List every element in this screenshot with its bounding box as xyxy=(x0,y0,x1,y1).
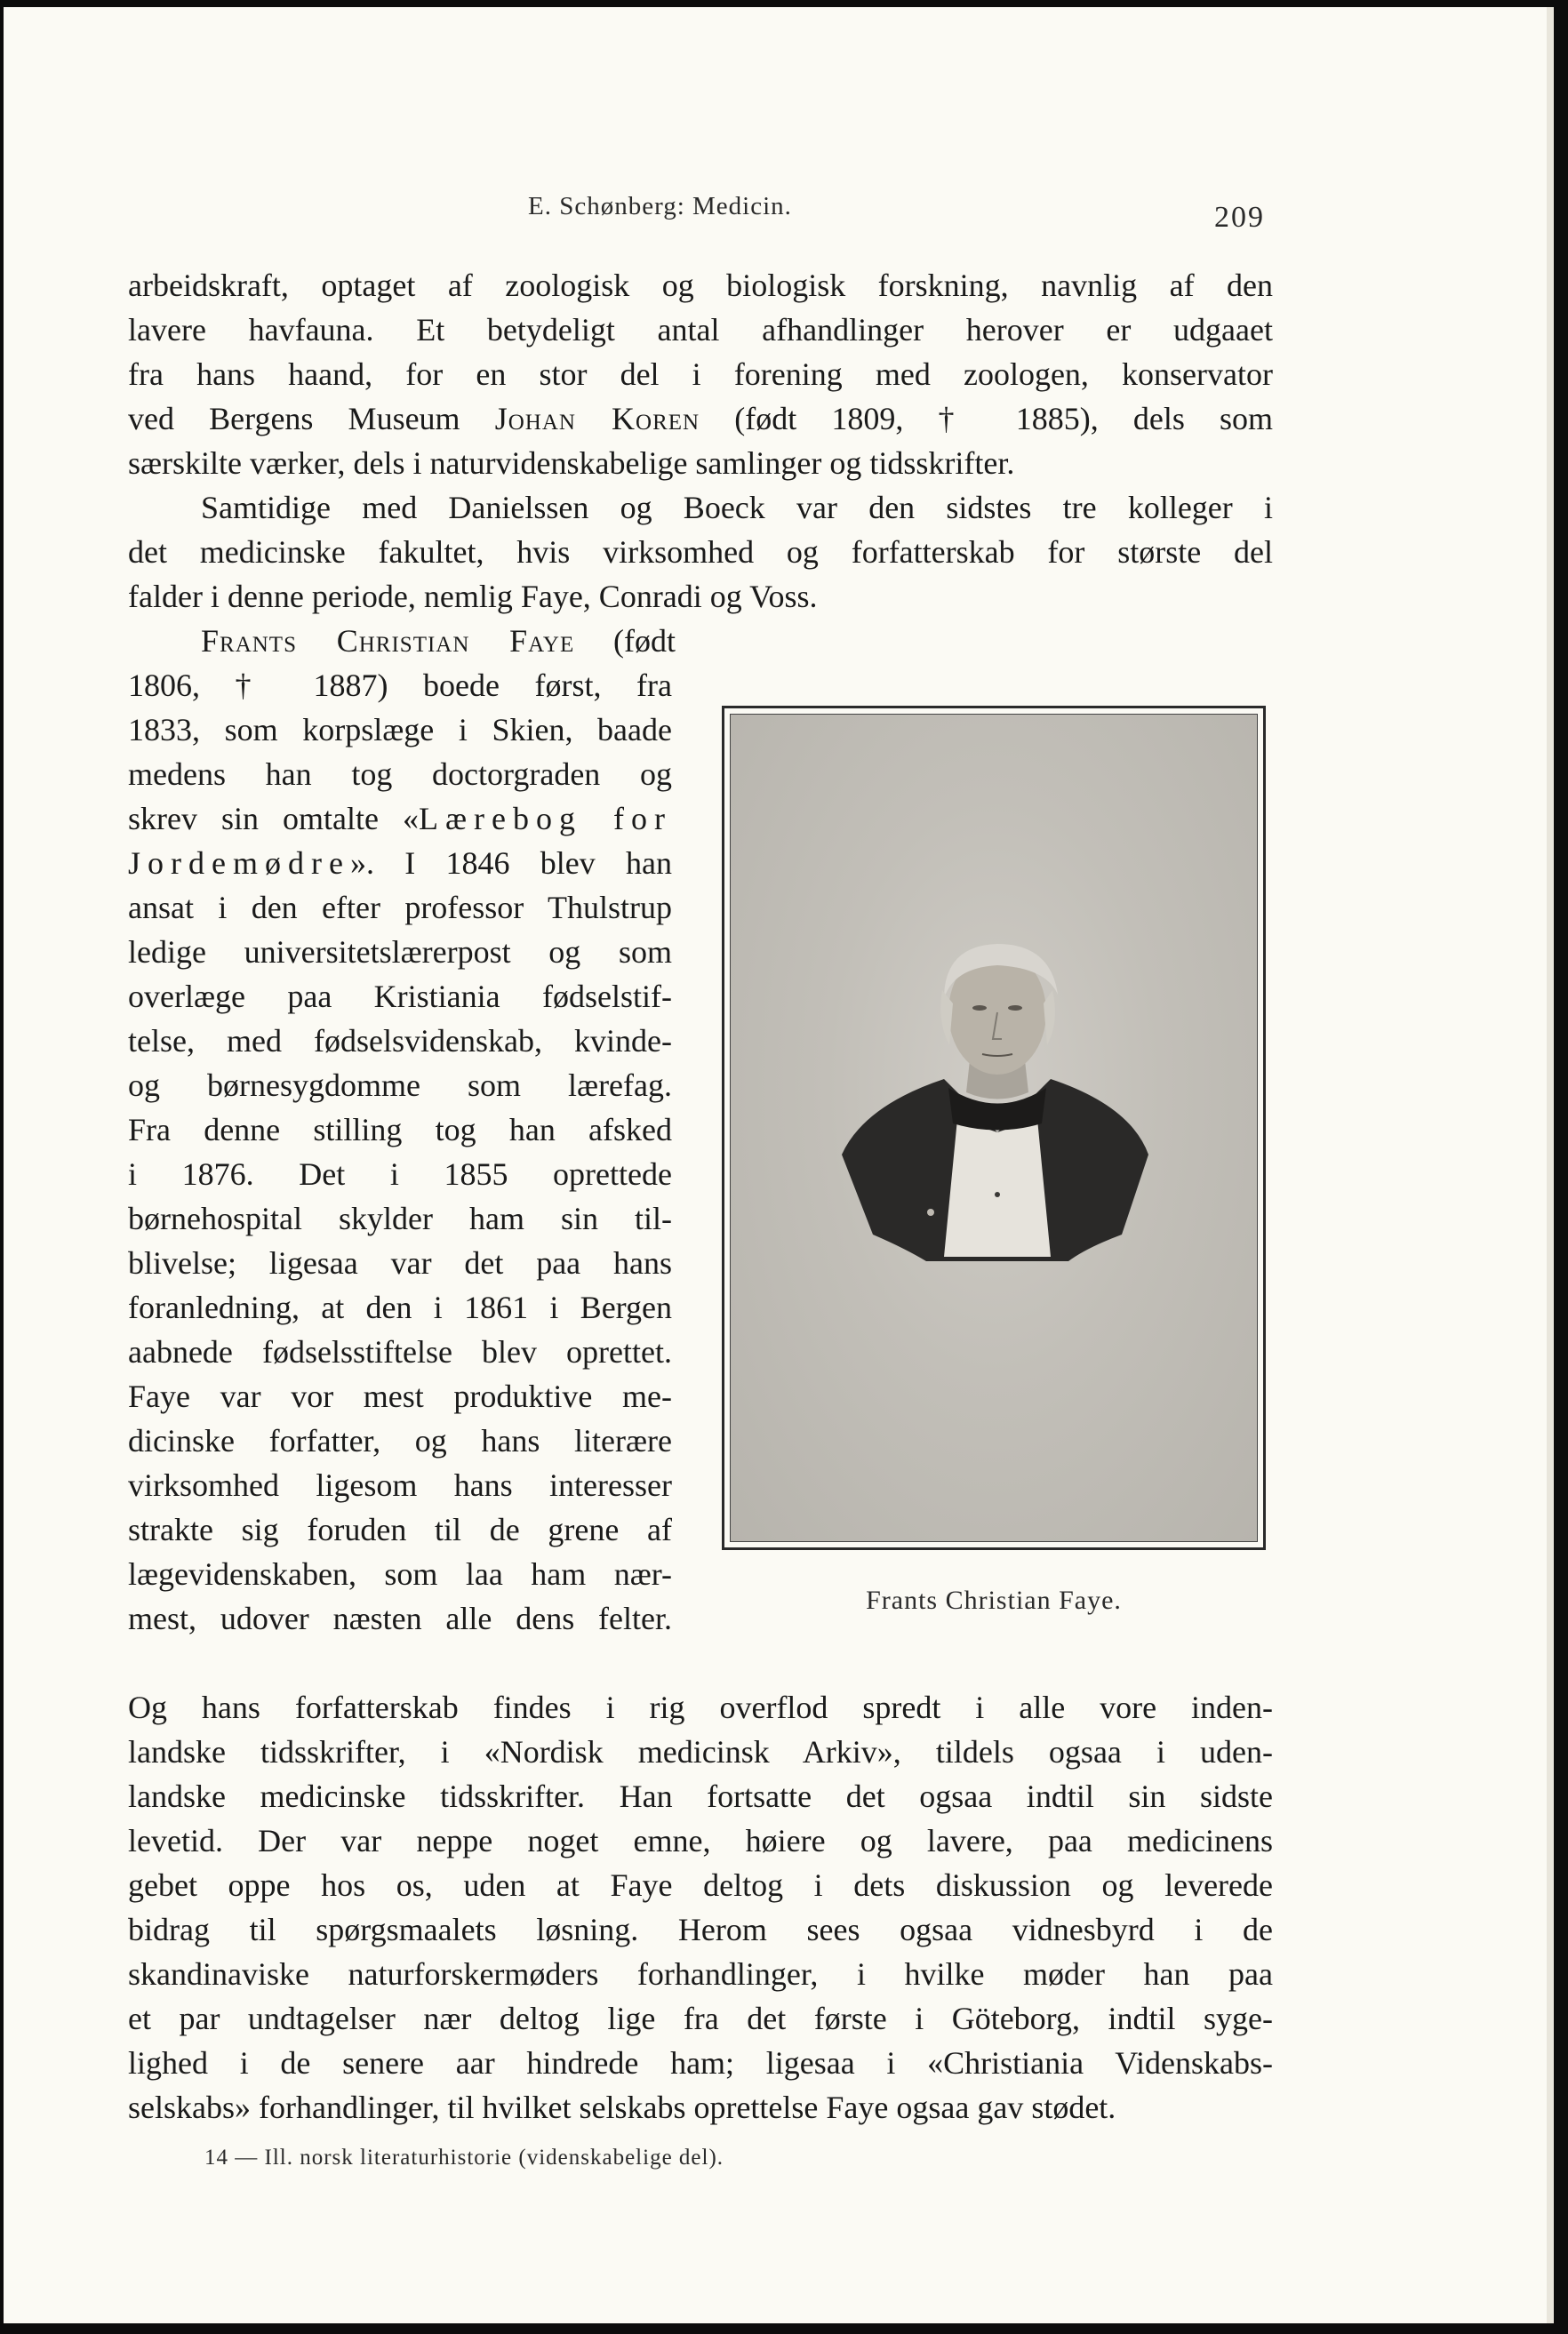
text-line: aabnede fødselsstiftelse blev oprettet. xyxy=(128,1334,672,1370)
text-line: lægevidenskaben, som laa ham nær- xyxy=(128,1556,672,1592)
text-line: Og hans forfatterskab findes i rig overflod spredt i alle vore inden- xyxy=(128,1690,1273,1725)
text-line: lavere havfauna. Et betydeligt antal afhandlinger herover er udgaaet xyxy=(128,312,1273,348)
text-line: og børnesygdomme som lærefag. xyxy=(128,1067,672,1103)
footer-signature: 14 — Ill. norsk literaturhistorie (videnskabelige del). xyxy=(204,2146,724,2170)
text-line: 1806, † 1887) boede først, fra xyxy=(128,667,672,703)
text-segment: ved Bergens Museum xyxy=(128,401,495,436)
book-page xyxy=(4,7,1554,2323)
text-line: særskilte værker, dels i naturvidenskabelige samlinger og tidsskrifter. xyxy=(128,445,1015,481)
text-line: skandinaviske naturforskermøders forhandlinger, i hvilke møder han paa xyxy=(128,1956,1273,1992)
text-line: mest, udover næsten alle dens felter. xyxy=(128,1601,672,1636)
text-line: fra hans haand, for en stor del i forening med zoologen, konservator xyxy=(128,356,1273,392)
text-segment: ». I 1846 blev han xyxy=(349,845,672,881)
text-line: gebet oppe hos os, uden at Faye deltog i dets diskussion og leverede xyxy=(128,1867,1273,1903)
text-line xyxy=(128,796,672,841)
person-name: Johan Koren xyxy=(494,401,700,436)
portrait-frame xyxy=(722,706,1266,1550)
text-line: det medicinske fakultet, hvis virksomhed og forfatterskab for største del xyxy=(128,534,1273,570)
portrait-photo xyxy=(730,714,1258,1542)
text-segment: skrev sin omtalte « xyxy=(128,801,420,836)
text-line xyxy=(128,396,1273,441)
text-line: Faye var vor mest produktive me- xyxy=(128,1379,672,1414)
text-line: Fra denne stilling tog han afsked xyxy=(128,1112,672,1147)
portrait-illustration xyxy=(731,715,1258,1542)
text-line: 1833, som korpslæge i Skien, baade xyxy=(128,712,672,747)
book-title: Lærebog for xyxy=(419,801,672,836)
text-line: arbeidskraft, optaget af zoologisk og biologisk forskning, navnlig af den xyxy=(128,268,1273,303)
text-line xyxy=(201,619,676,663)
text-line: foranledning, at den i 1861 i Bergen xyxy=(128,1290,672,1325)
text-line: børnehospital skylder ham sin til- xyxy=(128,1201,672,1236)
running-header: E. Schønberg: Medicin. xyxy=(528,192,792,220)
text-line: virksomhed ligesom hans interesser xyxy=(128,1467,672,1503)
person-name: Frants Christian Faye xyxy=(201,623,575,659)
text-line: landske tidsskrifter, i «Nordisk medicinsk Arkiv», tildels ogsaa i uden- xyxy=(128,1734,1273,1770)
page-edge xyxy=(1547,7,1554,2323)
text-line: falder i denne periode, nemlig Faye, Conradi og Voss. xyxy=(128,579,818,614)
text-line xyxy=(128,841,672,885)
text-line: levetid. Der var neppe noget emne, høiere og lavere, paa medicinens xyxy=(128,1823,1273,1858)
text-line: lighed i de senere aar hindrede ham; ligesaa i «Christiania Videnskabs- xyxy=(128,2045,1273,2081)
text-segment: (født xyxy=(574,623,676,659)
text-line: Samtidige med Danielssen og Boeck var den sidstes tre kolleger i xyxy=(201,490,1273,525)
text-line: bidrag til spørgsmaalets løsning. Herom sees ogsaa vidnesbyrd i de xyxy=(128,1912,1273,1947)
text-line: landske medicinske tidsskrifter. Han fortsatte det ogsaa indtil sin sidste xyxy=(128,1778,1273,1814)
page-number: 209 xyxy=(1214,201,1265,234)
text-line: selskabs» forhandlinger, til hvilket selskabs oprettelse Faye ogsaa gav stødet. xyxy=(128,2090,1116,2125)
text-line: overlæge paa Kristiania fødselstif- xyxy=(128,979,672,1014)
text-line: i 1876. Det i 1855 oprettede xyxy=(128,1156,672,1192)
text-line: blivelse; ligesaa var det paa hans xyxy=(128,1245,672,1281)
text-segment: (født 1809, † 1885), dels som xyxy=(700,401,1274,436)
text-line: telse, med fødselsvidenskab, kvinde- xyxy=(128,1023,672,1059)
text-line: dicinske forfatter, og hans literære xyxy=(128,1423,672,1459)
text-line: ledige universitetslærerpost og som xyxy=(128,934,672,970)
text-line: ansat i den efter professor Thulstrup xyxy=(128,890,672,925)
book-title: Jordemødre xyxy=(128,845,350,881)
text-line: strakte sig foruden til de grene af xyxy=(128,1512,672,1547)
text-line: et par undtagelser nær deltog lige fra det første i Göteborg, indtil syge- xyxy=(128,2001,1273,2036)
portrait-caption: Frants Christian Faye. xyxy=(866,1586,1122,1615)
text-line: medens han tog doctorgraden og xyxy=(128,756,672,792)
